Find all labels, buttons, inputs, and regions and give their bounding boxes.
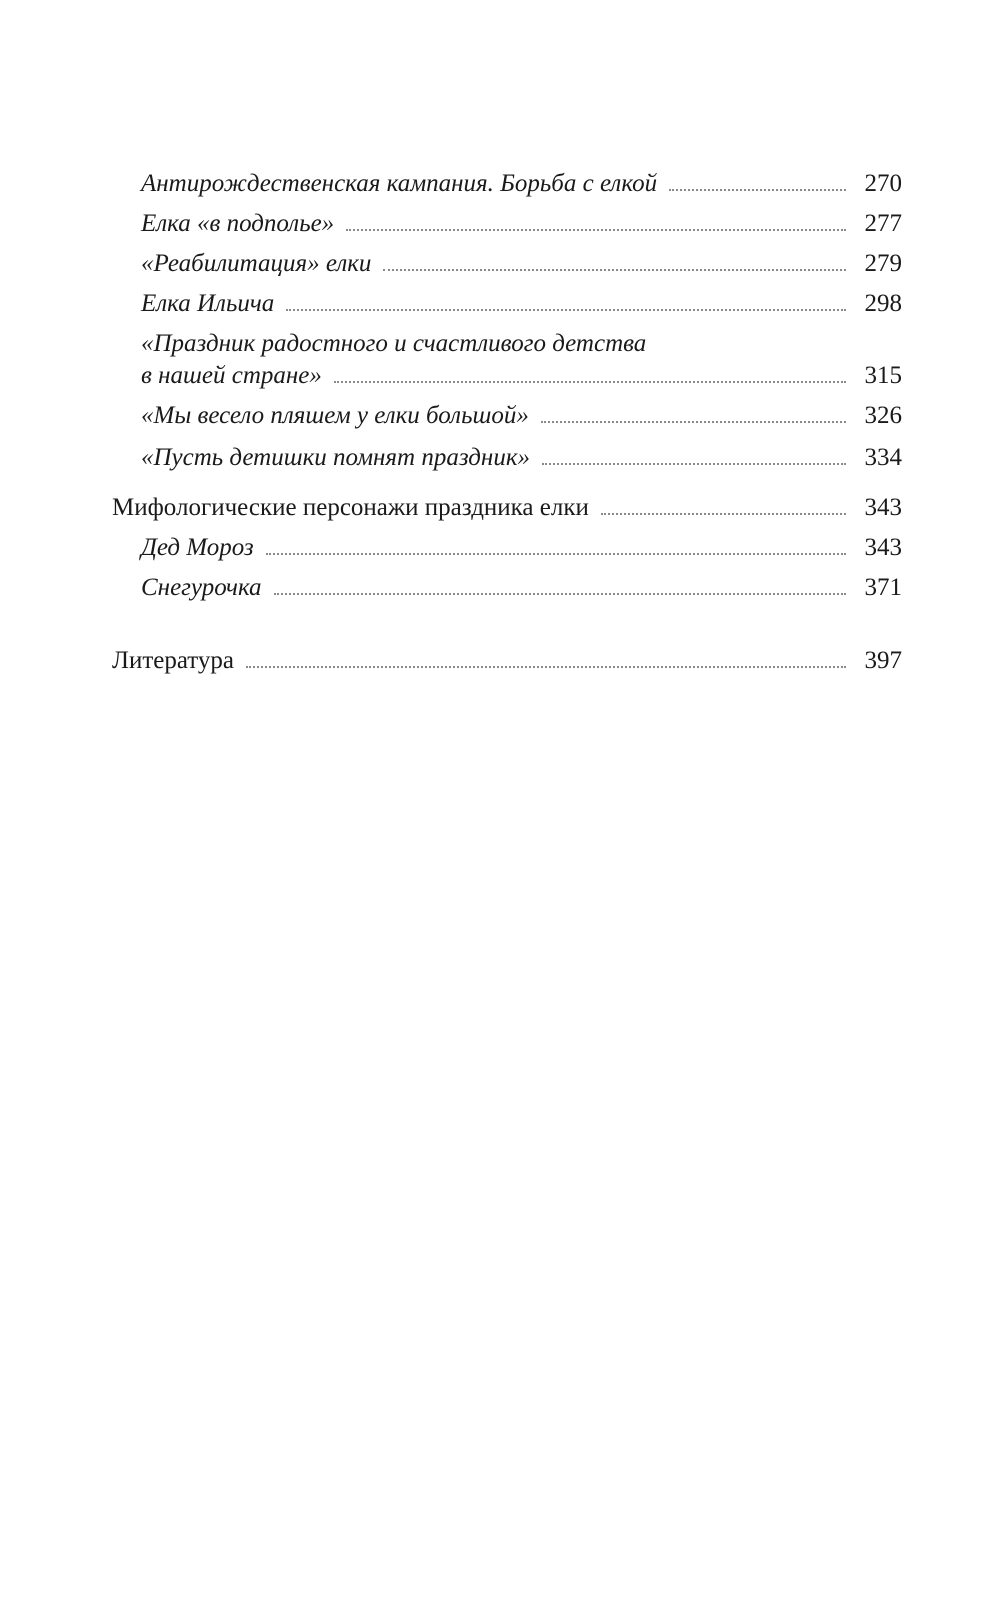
dot-leader [542, 463, 846, 465]
toc-entry [112, 248, 902, 280]
toc-entry [112, 288, 902, 320]
dot-leader [383, 269, 846, 271]
toc-entry-title: Елка «в подполье» [141, 210, 335, 237]
dot-leader [286, 309, 846, 311]
toc-entry-page: 298 [864, 290, 902, 317]
toc-entry-page: 326 [864, 402, 902, 429]
dot-leader [266, 553, 846, 555]
toc-entry-page: 277 [864, 210, 902, 237]
toc-entry [112, 645, 902, 677]
toc-entry-page: 270 [864, 170, 902, 197]
dot-leader [601, 513, 846, 515]
toc-entry [112, 572, 902, 604]
dot-leader [274, 593, 846, 595]
dot-leader [541, 421, 846, 423]
table-of-contents [112, 168, 902, 677]
toc-entry-title-line1: «Праздник радостного и счастливого детства [141, 330, 647, 357]
toc-entry-title: «Реабилитация» елки [141, 250, 372, 277]
toc-entry-page: 315 [864, 362, 902, 389]
toc-entry-title: Антирождественская кампания. Борьба с елкой [141, 170, 658, 197]
toc-entry [112, 532, 902, 564]
toc-entry [112, 400, 902, 432]
toc-entry [112, 492, 902, 524]
toc-entry [112, 442, 902, 474]
toc-entry-title: Дед Мороз [141, 534, 254, 561]
dot-leader [246, 666, 846, 668]
dot-leader [334, 381, 846, 383]
toc-entry-title: «Мы весело пляшем у елки большой» [141, 402, 529, 429]
toc-entry-page: 371 [864, 574, 902, 601]
toc-entry [112, 208, 902, 240]
toc-entry [112, 328, 902, 392]
toc-entry-page: 343 [864, 494, 902, 521]
toc-entry-title-line2: в нашей стране» [141, 362, 322, 389]
toc-entry-page: 397 [864, 647, 902, 674]
dot-leader [346, 229, 846, 231]
toc-entry-page: 334 [864, 444, 902, 471]
toc-entry-page: 279 [864, 250, 902, 277]
toc-entry-title: Елка Ильича [141, 290, 275, 317]
toc-entry-title: Литература [112, 647, 234, 674]
toc-entry-title: «Пусть детишки помнят праздник» [141, 444, 531, 471]
toc-entry-title: Мифологические персонажи праздника елки [112, 494, 589, 521]
toc-entry [112, 168, 902, 200]
dot-leader [669, 189, 846, 191]
toc-entry-title: Снегурочка [141, 574, 262, 601]
toc-entry-page: 343 [864, 534, 902, 561]
